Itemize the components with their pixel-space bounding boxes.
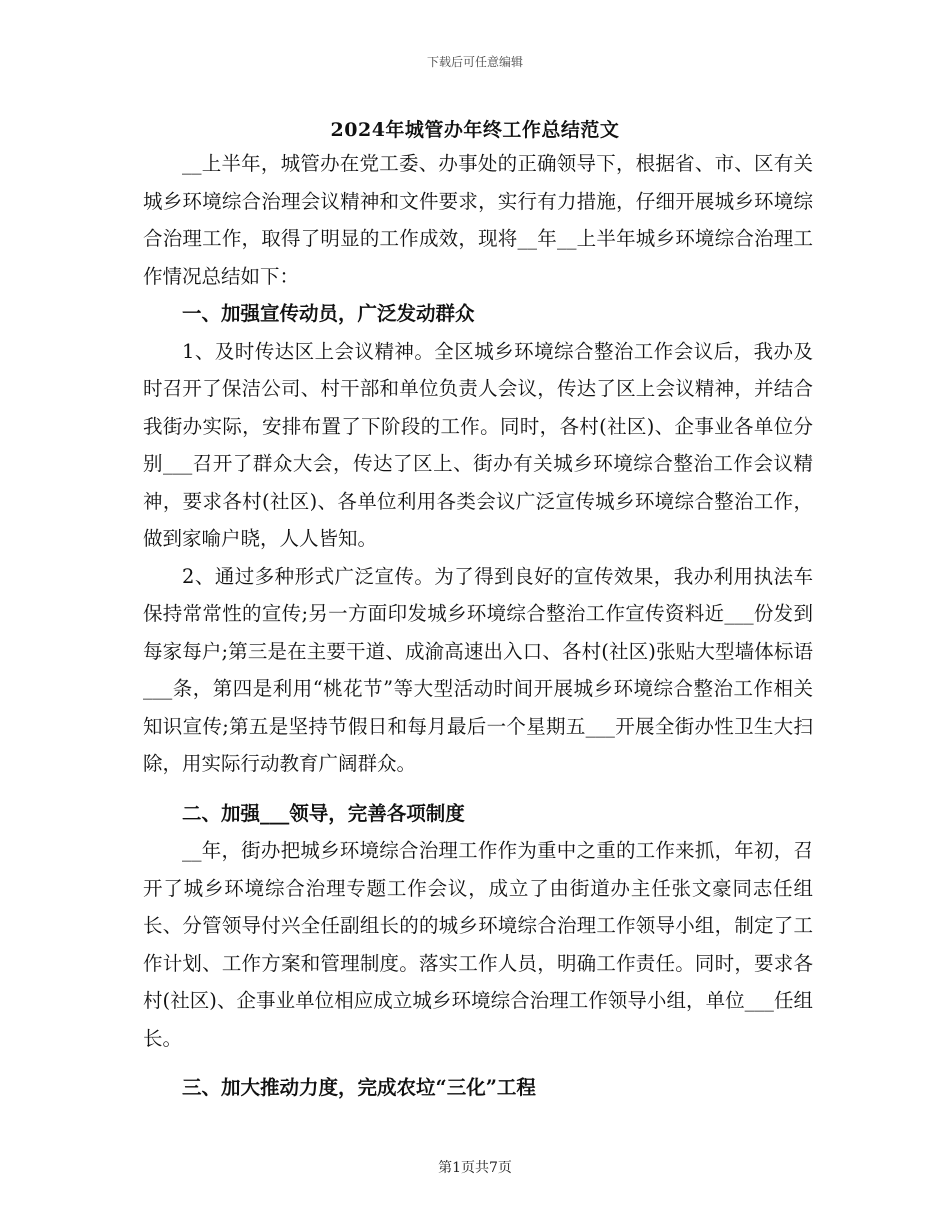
section-3-heading: 三、加大推动力度，完成农垃“三化”工程 (182, 1076, 536, 1099)
section-2-paragraph-1: __年，街办把城乡环境综合治理工作作为重中之重的工作来抓，年初，召开了城乡环境综合治理专题工作会议，成立了由街道办主任张文豪同志任组长、分管领导付兴全任副组长的的城乡环境综合治理工作领导小组，制定了工作计划、工作方案和管理制度。落实工作人员，明确工作责任。同时，要求各村(社区)、企事业单位相应成立城乡环境综合治理工作领导小组，单位___任组长。 (143, 839, 813, 1050)
document-title: 2024年城管办年终工作总结范文 (330, 119, 620, 141)
page-header-note: 下载后可任意编辑 (426, 55, 523, 69)
section-1-paragraph-1: 1、及时传达区上会议精神。全区城乡环境综合整治工作会议后，我办及时召开了保洁公司、村干部和单位负责人会议，传达了区上会议精神，并结合我街办实际，安排布置了下阶段的工作。同时，各村(社区)、企事业各单位分别___召开了群众大会，传达了区上、街办有关城乡环境综合整治工作会议精神，要求各村(社区)、各单位利用各类会议广泛宣传城乡环境综合整治工作，做到家喻户晓，人人皆知。 (143, 339, 813, 550)
section-1-paragraph-2: 2、通过多种形式广泛宣传。为了得到良好的宣传效果，我办利用执法车保持常常性的宣传;另一方面印发城乡环境综合整治工作宣传资料近___份发到每家每户;第三是在主要干道、成渝高速出入口、各村(社区)张贴大型墙体标语___条，第四是利用“桃花节”等大型活动时间开展城乡环境综合整治工作相关知识宣传;第五是坚持节假日和每月最后一个星期五___开展全街办性卫生大扫除，用实际行动教育广阔群众。 (143, 564, 813, 775)
section-2-heading: 二、加强___领导，完善各项制度 (182, 801, 465, 825)
section-1-heading: 一、加强宣传动员，广泛发动群众 (182, 302, 475, 325)
document-body (143, 145, 813, 1107)
intro-paragraph: __上半年，城管办在党工委、办事处的正确领导下，根据省、市、区有关城乡环境综合治理会议精神和文件要求，实行有力措施，仔细开展城乡环境综合治理工作，取得了明显的工作成效，现将__年__上半年城乡环境综合治理工作情况总结如下： (143, 152, 813, 288)
page-footer: 第1页共7页 (438, 1160, 512, 1176)
